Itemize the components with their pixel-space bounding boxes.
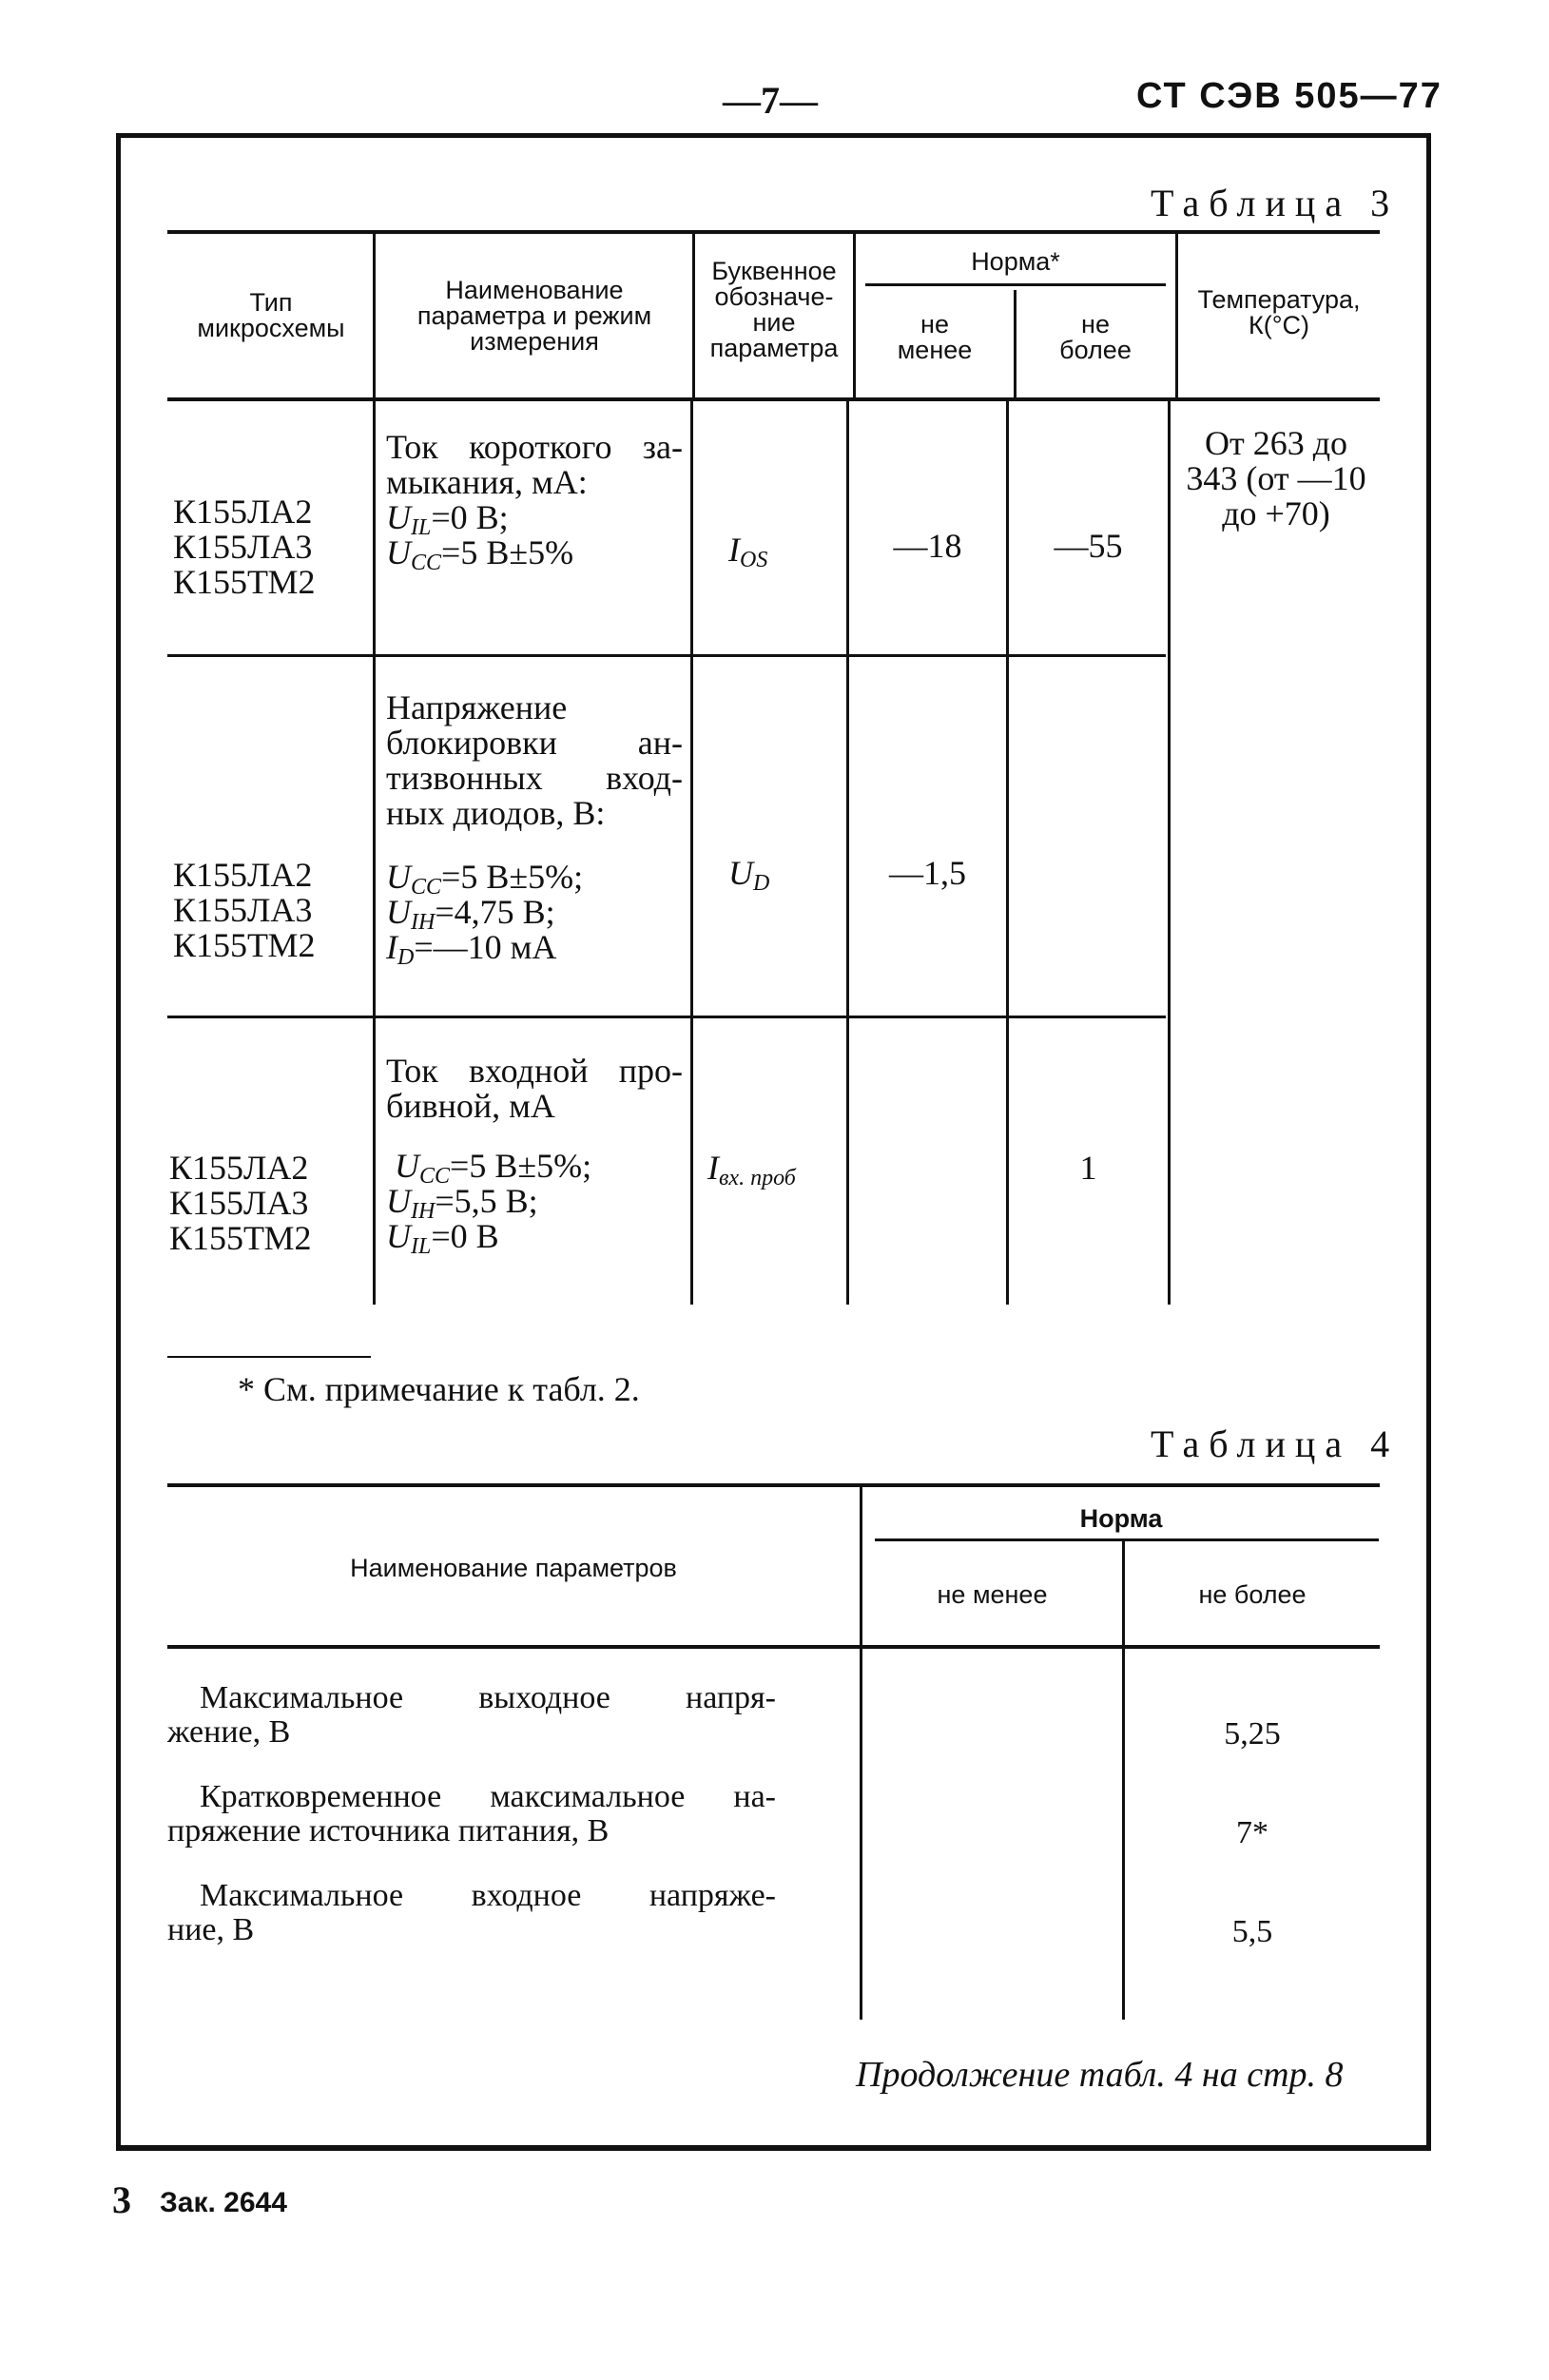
t3-col-max: не более: [1059, 310, 1132, 364]
frame-top-line: [116, 133, 1431, 138]
t4-col-min: не менее: [937, 1580, 1048, 1609]
t3-row2-min: —1,5: [889, 854, 966, 892]
t3-col-min: не менее: [897, 310, 973, 364]
t3-body-vline-2: [690, 401, 693, 1305]
t4-row3-param: Максимальное входное напряже- ние, В: [167, 1878, 776, 1947]
t3-col-symbol: Буквенное обозначе- ние параметра: [709, 257, 839, 362]
t3-col-type: Тип микросхемы: [197, 288, 345, 342]
t3-row3-param: Ток входной про- бивной, мА $U_{CC}=5$ В±5%; $U_{IH}=5,5$ В; $U_{IL}=0$ В: [386, 1052, 683, 1259]
t3-row1-min: —18: [893, 527, 962, 565]
t4-norm-rule: [875, 1538, 1379, 1541]
t4-row2-max: 7*: [1236, 1815, 1268, 1850]
t3-row1-max: —55: [1054, 527, 1123, 565]
t3-row1-symbol: $I_{OS}$: [728, 531, 768, 572]
t3-row2-types: К155ЛА2 К155ЛА3 К155ТМ2: [173, 856, 316, 964]
t3-header-vline-4: [1014, 290, 1017, 397]
table3-caption: Таблица 3: [1151, 182, 1400, 224]
t3-row3-types: К155ЛА2 К155ЛА3 К155ТМ2: [169, 1149, 312, 1257]
t3-row1-types: К155ЛА2 К155ЛА3 К155ТМ2: [173, 493, 316, 601]
footnote-rule: [167, 1356, 371, 1358]
t3-col-temp: Температура, К(°С): [1197, 285, 1361, 339]
t3-norm-rule: [865, 283, 1166, 286]
standard-code: СТ СЭВ 505—77: [1136, 76, 1443, 116]
table4-continuation: Продолжение табл. 4 на стр. 8: [856, 2055, 1344, 2095]
t3-header-vline-2: [692, 234, 695, 397]
page-number: —7—: [723, 79, 818, 122]
sheet-number: 3: [112, 2178, 131, 2221]
t3-temp-value: От 263 до 343 (от —10 до +70): [1186, 424, 1366, 532]
t4-col-param: Наименование параметров: [350, 1554, 677, 1582]
order-number: Зак. 2644: [160, 2187, 287, 2218]
t4-col-max: не более: [1198, 1580, 1307, 1609]
t4-row3-max: 5,5: [1231, 1914, 1273, 1949]
table4-header-rule: [167, 1645, 1380, 1649]
frame-bottom-line: [116, 2145, 1431, 2151]
t4-body-vline-1: [860, 1649, 862, 2020]
t3-body-vline-1: [373, 401, 376, 1305]
t3-col-norm: Норма*: [971, 247, 1060, 276]
table3-header-rule: [167, 397, 1380, 401]
t4-row2-param: Кратковременное максимальное на- пряжение источника питания, В: [167, 1779, 776, 1848]
t3-header-vline-5: [1175, 234, 1178, 397]
table4-caption: Таблица 4: [1151, 1422, 1400, 1465]
frame-right-line: [1426, 133, 1431, 2151]
t3-row1-param: Ток короткого за- мыкания, мА: $U_{IL}=0$ В; $U_{CC}=5$ В±5%: [386, 428, 683, 575]
t3-header-vline-1: [373, 234, 376, 397]
t3-row2-symbol: $U_D$: [728, 854, 770, 896]
t4-row1-max: 5,25: [1224, 1716, 1281, 1751]
t3-col-param: Наименование параметра и режим измерения: [416, 276, 652, 356]
table3-footnote: * См. примечание к табл. 2.: [238, 1370, 640, 1408]
t3-row3-max: 1: [1079, 1149, 1097, 1187]
frame-left-line: [116, 133, 121, 2151]
t4-row1-param: Максимальное выходное напря- жение, В: [167, 1680, 776, 1750]
t3-row3-symbol: $I_{вх. проб}$: [707, 1149, 796, 1190]
t3-row-sep-2: [167, 1016, 1166, 1018]
t4-col-norm: Норма: [1079, 1504, 1163, 1533]
table4-top-rule: [167, 1483, 1380, 1487]
table3-top-rule: [167, 230, 1380, 234]
t3-body-vline-5: [1168, 401, 1171, 1305]
t3-row2-param: Напряжение блокировки ан- тизвонных вход- ных диодов, В: $U_{CC}=5$ В±5%; $U_{IH}=4,75$ В; $I_D=—10$ мА: [386, 688, 683, 970]
t3-row-sep-1: [167, 654, 1166, 657]
